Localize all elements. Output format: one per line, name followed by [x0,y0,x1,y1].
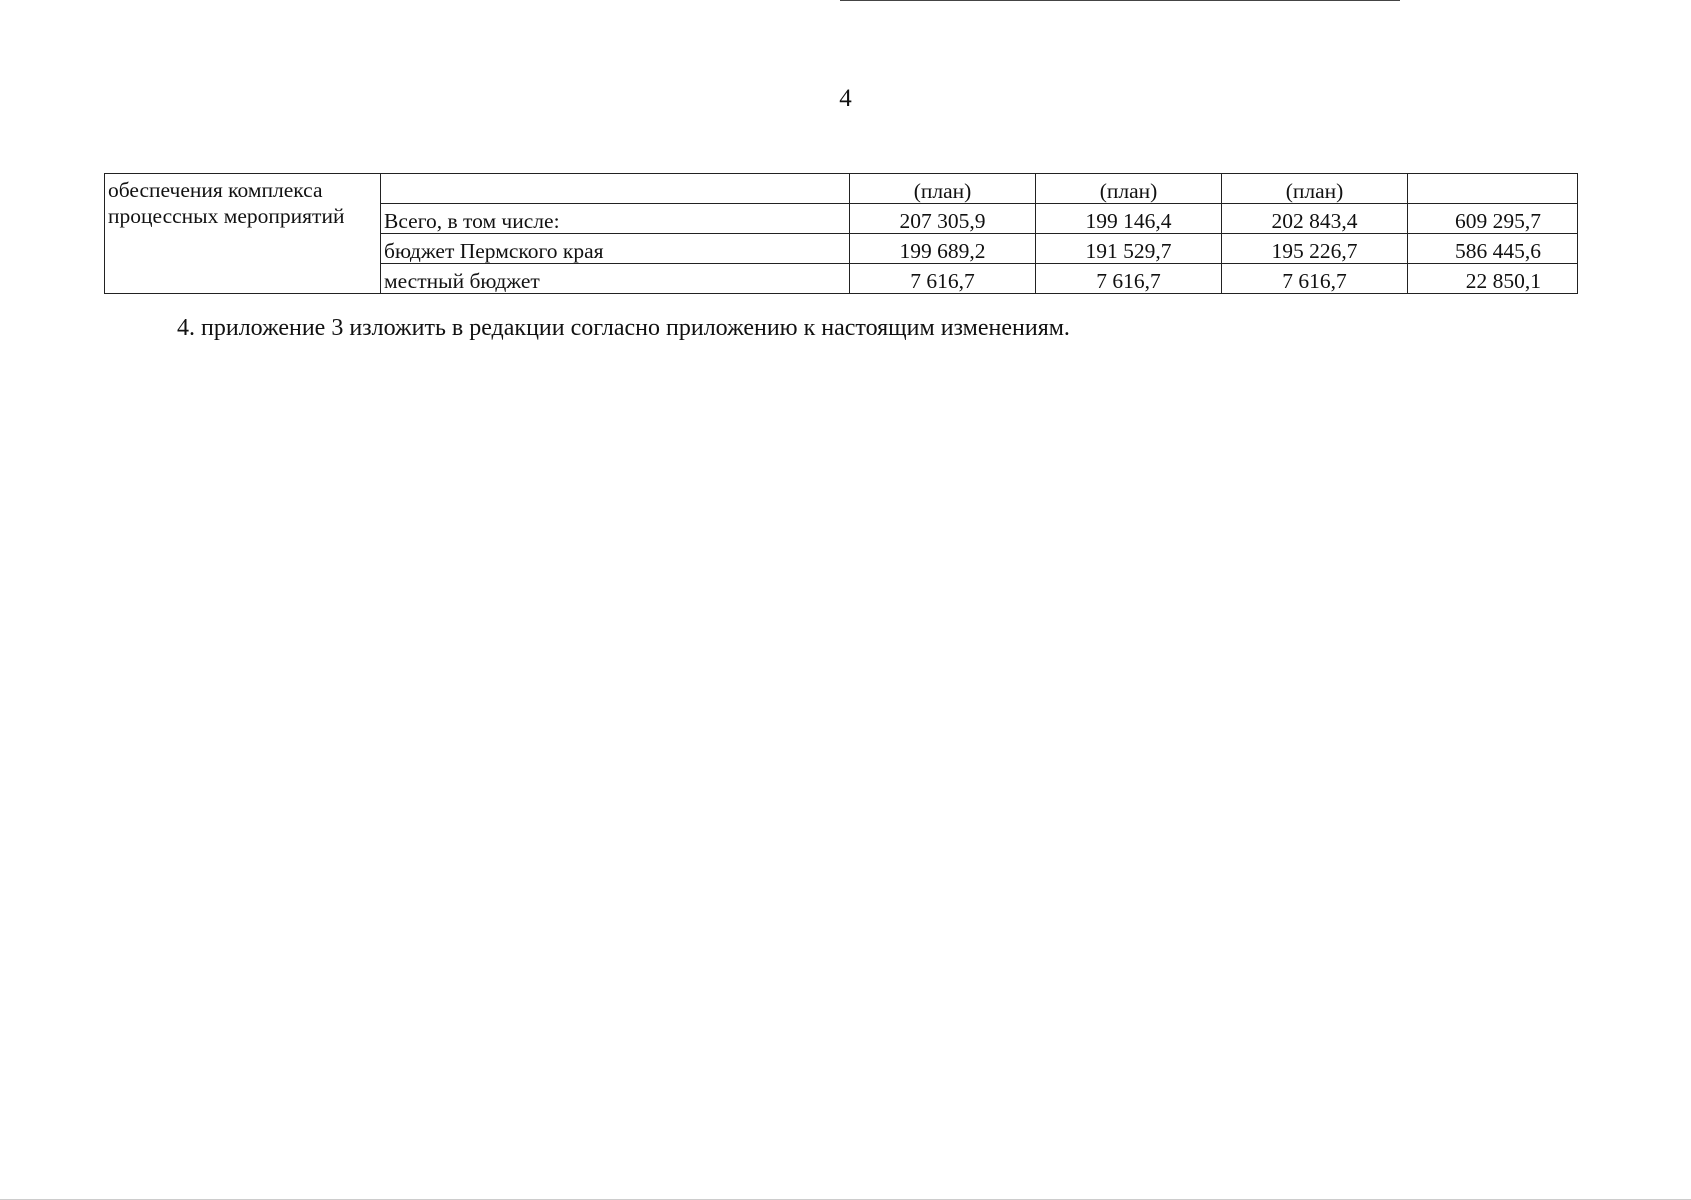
header-total-cell [1408,174,1578,204]
amount-cell: 195 226,7 [1222,234,1408,264]
header-plan-cell: (план) [850,174,1036,204]
amount-cell: 191 529,7 [1036,234,1222,264]
amendment-paragraph: 4. приложение 3 изложить в редакции согласно приложению к настоящим изменениям. [177,315,1070,341]
header-source-cell [381,174,850,204]
total-amount-cell: 22 850,1 [1408,264,1578,294]
table-header-row [105,174,1578,204]
amount-cell: 199 146,4 [1036,204,1222,234]
total-amount-cell: 586 445,6 [1408,234,1578,264]
amount-cell: 7 616,7 [850,264,1036,294]
amount-cell: 202 843,4 [1222,204,1408,234]
funding-source-cell: Всего, в том числе: [381,204,850,234]
amount-cell: 207 305,9 [850,204,1036,234]
amount-cell: 7 616,7 [1222,264,1408,294]
amount-cell: 7 616,7 [1036,264,1222,294]
program-label-cell [105,174,381,294]
budget-table [104,173,1578,294]
funding-source-cell: бюджет Пермского края [381,234,850,264]
header-plan-cell: (план) [1036,174,1222,204]
amount-cell: 199 689,2 [850,234,1036,264]
page-number: 4 [839,85,852,112]
program-label-line-1: обеспечения комплекса [108,178,323,202]
funding-source-cell: местный бюджет [381,264,850,294]
program-label-line-2: процессных мероприятий [108,204,345,228]
total-amount-cell: 609 295,7 [1408,204,1578,234]
header-plan-cell: (план) [1222,174,1408,204]
scan-edge-top [840,0,1400,1]
